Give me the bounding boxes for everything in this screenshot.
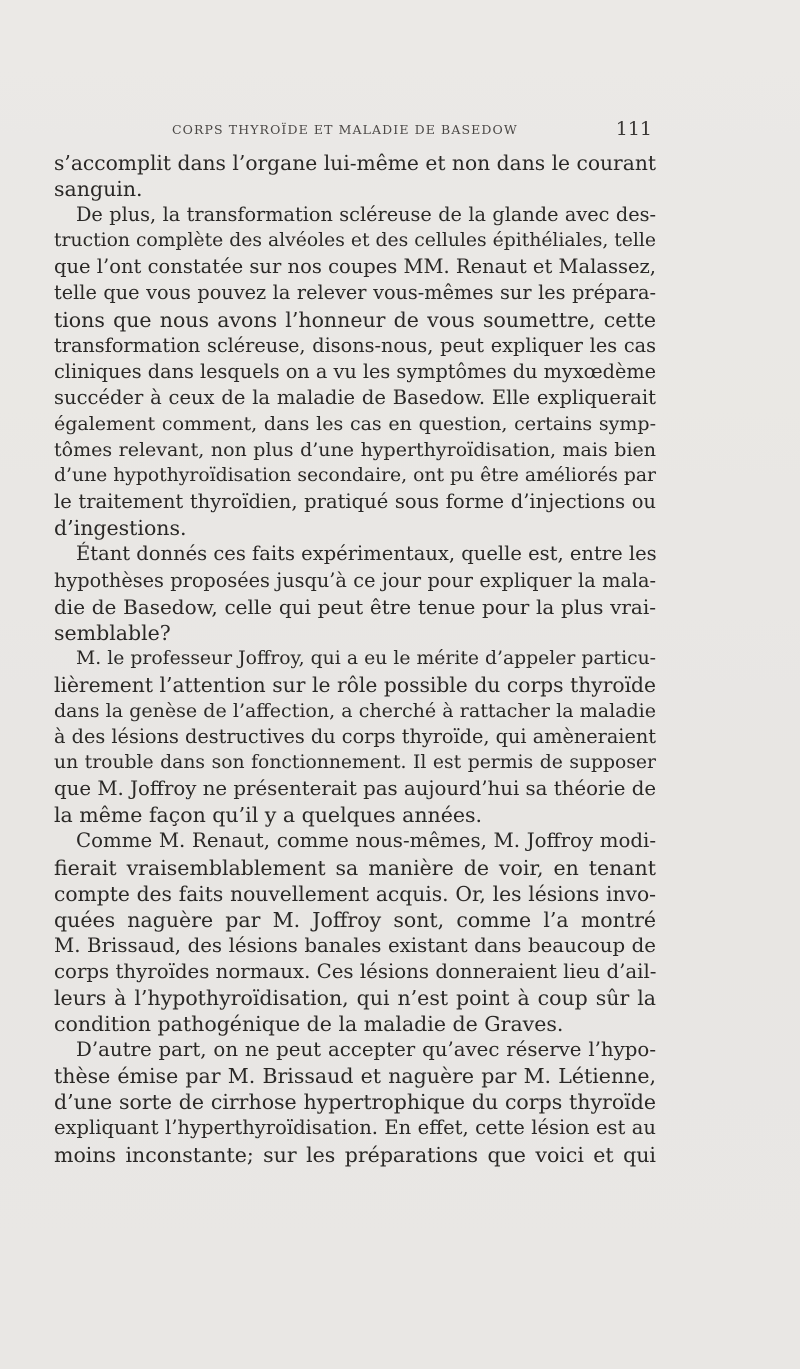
text-line: un trouble dans son fonctionnement. Il est permis de supposer: [54, 752, 656, 774]
text-line: D’autre part, on ne peut accepter qu’avec réserve l’hypo-: [76, 1038, 656, 1062]
text-line: s’accomplit dans l’organe lui-même et non dans le courant: [54, 151, 656, 175]
text-line: leurs à l’hypothyroïdisation, qui n’est point à coup sûr la: [54, 986, 656, 1010]
text-line: succéder à ceux de la maladie de Basedow. Elle expliquerait: [54, 385, 656, 409]
text-line: cliniques dans lesquels on a vu les symptômes du myxœdème: [54, 359, 656, 383]
text-line: quées naguère par M. Joffroy sont, comme l’a montré: [54, 907, 656, 932]
text-line: à des lésions destructives du corps thyroïde, qui amèneraient: [54, 725, 656, 749]
page-header: [54, 118, 656, 148]
text-line: d’une sorte de cirrhose hypertrophique du corps thyroïde: [54, 1090, 656, 1115]
text-line: transformation scléreuse, disons-nous, peut expliquer les cas: [54, 333, 656, 357]
text-line: d’une hypothyroïdisation secondaire, ont pu être améliorés par: [54, 465, 656, 487]
text-line: Étant donnés ces faits expérimentaux, quelle est, entre les: [76, 542, 657, 566]
text-line: condition pathogénique de la maladie de Graves.: [54, 1012, 564, 1037]
text-line: d’ingestions.: [54, 516, 187, 541]
text-line: tions que nous avons l’honneur de vous soumettre, cette: [54, 307, 656, 332]
running-title: CORPS THYROÏDE ET MALADIE DE BASEDOW: [172, 122, 518, 137]
text-line: telle que vous pouvez la relever vous-mêmes sur les prépara-: [54, 281, 656, 305]
text-line: fierait vraisemblablement sa manière de voir, en tenant: [54, 855, 656, 880]
text-line: que M. Joffroy ne présenterait pas aujourd’hui sa théorie de: [54, 777, 657, 801]
text-line: également comment, dans les cas en question, certains symp-: [54, 412, 656, 435]
text-line: truction complète des alvéoles et des cellules épithéliales, telle: [54, 230, 656, 252]
text-line: Comme M. Renaut, comme nous-mêmes, M. Joffroy modi-: [76, 829, 656, 853]
text-line: thèse émise par M. Brissaud et naguère par M. Létienne,: [54, 1064, 656, 1089]
text-line: que l’ont constatée sur nos coupes MM. Renaut et Malassez,: [54, 255, 656, 279]
text-line: dans la genèse de l’affection, a cherché à rattacher la maladie: [54, 699, 656, 722]
text-line: hypothèses proposées jusqu’à ce jour pour expliquer la mala-: [54, 568, 656, 592]
page-number: 111: [615, 118, 652, 140]
text-line: M. Brissaud, des lésions banales existant dans beaucoup de: [54, 933, 656, 957]
text-line: expliquant l’hyperthyroïdisation. En effet, cette lésion est au: [54, 1116, 656, 1140]
text-line: De plus, la transformation scléreuse de la glande avec des-: [76, 203, 656, 227]
text-line: sanguin.: [54, 177, 143, 202]
text-line: die de Basedow, celle qui peut être tenue pour la plus vrai-: [54, 594, 656, 619]
text-line: moins inconstante; sur les préparations que voici et qui: [54, 1142, 656, 1167]
body-text: [54, 150, 656, 1168]
text-line: semblable?: [54, 620, 171, 645]
text-line: compte des faits nouvellement acquis. Or, les lésions invo-: [54, 881, 656, 906]
text-line: tômes relevant, non plus d’une hyperthyroïdisation, mais bien: [54, 439, 656, 462]
text-line: le traitement thyroïdien, pratiqué sous forme d’injections ou: [54, 490, 656, 514]
text-line: corps thyroïdes normaux. Ces lésions donneraient lieu d’ail-: [54, 959, 657, 983]
text-line: M. le professeur Joffroy, qui a eu le mérite d’appeler particu-: [76, 647, 656, 669]
text-line: lièrement l’attention sur le rôle possible du corps thyroïde: [54, 672, 656, 697]
text-line: la même façon qu’il y a quelques années.: [54, 803, 483, 828]
